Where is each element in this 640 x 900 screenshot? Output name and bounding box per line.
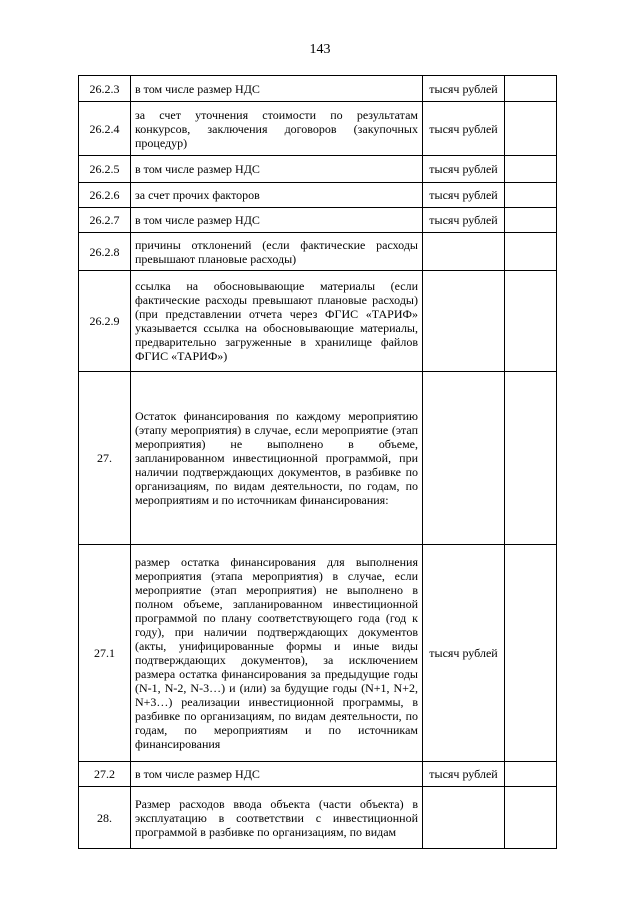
row-description: ссылка на обосновывающие материалы (если фактические расходы превышают плановые расходы) (при представлении отчета через ФГИС «ТАРИФ» указывается ссылка на обосновывающие материалы, предварительно загруженные в хранилище файлов ФГИС «ТАРИФ») bbox=[131, 271, 423, 372]
row-value-cell bbox=[505, 156, 557, 183]
row-description: в том числе размер НДС bbox=[131, 76, 423, 102]
row-unit: тысяч рублей bbox=[423, 208, 505, 233]
report-table bbox=[78, 75, 557, 849]
row-value-cell bbox=[505, 183, 557, 208]
row-number: 27.2 bbox=[79, 762, 131, 787]
row-unit bbox=[423, 271, 505, 372]
row-description: за счет прочих факторов bbox=[131, 183, 423, 208]
row-value-cell bbox=[505, 372, 557, 545]
table-row bbox=[79, 762, 557, 787]
row-number: 26.2.5 bbox=[79, 156, 131, 183]
row-value-cell bbox=[505, 208, 557, 233]
row-description: в том числе размер НДС bbox=[131, 156, 423, 183]
row-unit: тысяч рублей bbox=[423, 76, 505, 102]
row-number: 26.2.6 bbox=[79, 183, 131, 208]
row-description: за счет уточнения стоимости по результатам конкурсов, заключения договоров (закупочных процедур) bbox=[131, 102, 423, 156]
row-number: 28. bbox=[79, 787, 131, 849]
row-description: причины отклонений (если фактические расходы превышают плановые расходы) bbox=[131, 233, 423, 271]
row-value-cell bbox=[505, 102, 557, 156]
row-unit bbox=[423, 233, 505, 271]
row-description: в том числе размер НДС bbox=[131, 762, 423, 787]
row-value-cell bbox=[505, 787, 557, 849]
table-row bbox=[79, 787, 557, 849]
row-description: Остаток финансирования по каждому мероприятию (этапу мероприятия) в случае, если мероприятие (этап мероприятия) не выполнено в объеме, запланированном инвестиционной программой, при наличии подтверждающих документов, в разбивке по организациям, по видам деятельности, по годам, по мероприятиям и по источникам финансирования: bbox=[131, 372, 423, 545]
row-number: 26.2.7 bbox=[79, 208, 131, 233]
page-number: 143 bbox=[309, 42, 331, 57]
table-row bbox=[79, 545, 557, 762]
row-description: в том числе размер НДС bbox=[131, 208, 423, 233]
row-unit: тысяч рублей bbox=[423, 102, 505, 156]
table-row bbox=[79, 156, 557, 183]
row-number: 27.1 bbox=[79, 545, 131, 762]
row-number: 26.2.3 bbox=[79, 76, 131, 102]
table-row bbox=[79, 208, 557, 233]
row-number: 26.2.4 bbox=[79, 102, 131, 156]
row-unit: тысяч рублей bbox=[423, 545, 505, 762]
row-value-cell bbox=[505, 545, 557, 762]
row-description: Размер расходов ввода объекта (части объекта) в эксплуатацию в соответствии с инвестиционной программой в разбивке по организациям, по видам bbox=[131, 787, 423, 849]
table-row bbox=[79, 102, 557, 156]
row-unit: тысяч рублей bbox=[423, 183, 505, 208]
table-row bbox=[79, 372, 557, 545]
table-row bbox=[79, 271, 557, 372]
table-row bbox=[79, 183, 557, 208]
row-number: 26.2.9 bbox=[79, 271, 131, 372]
row-description: размер остатка финансирования для выполнения мероприятия (этапа мероприятия) в случае, если мероприятие (этап мероприятия) не выполнено в полном объеме, запланированном инвестиционной программой по плану соответствующего года (год к году), при наличии подтверждающих документов (акты, унифицированные формы и иные виды подтверждающих документов), за исключением размера остатка финансирования за предыдущие годы (N-1, N-2, N-3…) и (или) за будущие годы (N+1, N+2, N+3…) реализации инвестиционной программы, в разбивке по организациям, по видам деятельности, по годам, по мероприятиям и по источникам финансирования bbox=[131, 545, 423, 762]
row-number: 26.2.8 bbox=[79, 233, 131, 271]
row-value-cell bbox=[505, 76, 557, 102]
table-row bbox=[79, 76, 557, 102]
row-unit: тысяч рублей bbox=[423, 156, 505, 183]
row-value-cell bbox=[505, 762, 557, 787]
row-unit bbox=[423, 372, 505, 545]
row-value-cell bbox=[505, 233, 557, 271]
row-value-cell bbox=[505, 271, 557, 372]
row-number: 27. bbox=[79, 372, 131, 545]
row-unit: тысяч рублей bbox=[423, 762, 505, 787]
row-unit bbox=[423, 787, 505, 849]
table-row bbox=[79, 233, 557, 271]
